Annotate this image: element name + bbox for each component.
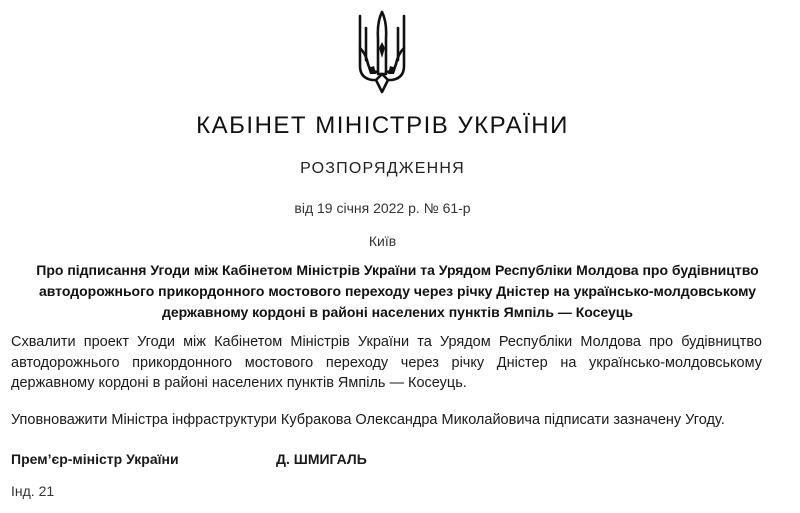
index-number: Інд. 21	[11, 483, 55, 499]
signature-name: Д. ШМИГАЛЬ	[276, 451, 367, 467]
document-type: РОЗПОРЯДЖЕННЯ	[300, 160, 465, 177]
date-number-line: від 19 січня 2022 р. № 61-р	[294, 200, 471, 216]
trident-emblem-icon	[352, 8, 412, 94]
document-title: Про підписання Угоди між Кабінетом Міністрів України та Урядом Республіки Молдова про будівництво автодорожнього прикордонного мостового переходу через річку Дністер на українсько-молдовському державному кордоні в районі населених пунктів Ямпіль — Косеуць	[36, 262, 759, 320]
signature-role: Прем’єр-міністр України	[11, 451, 179, 467]
body-paragraph-2: Уповноважити Міністра інфраструктури Кубракова Олександра Миколайовича підписати зазначену Угоду.	[11, 412, 725, 428]
body-paragraph-1: Схвалити проект Угоди між Кабінетом Міністрів України та Урядом Республіки Молдова про будівництво автодорожнього прикордонного мостового переходу через річку Дністер на українсько-молдовському державному кордоні в районі населених пунктів Ямпіль — Косеуць.	[11, 334, 762, 391]
organization-heading: КАБІНЕТ МІНІСТРІВ УКРАЇНИ	[196, 112, 569, 139]
city: Київ	[368, 233, 397, 249]
